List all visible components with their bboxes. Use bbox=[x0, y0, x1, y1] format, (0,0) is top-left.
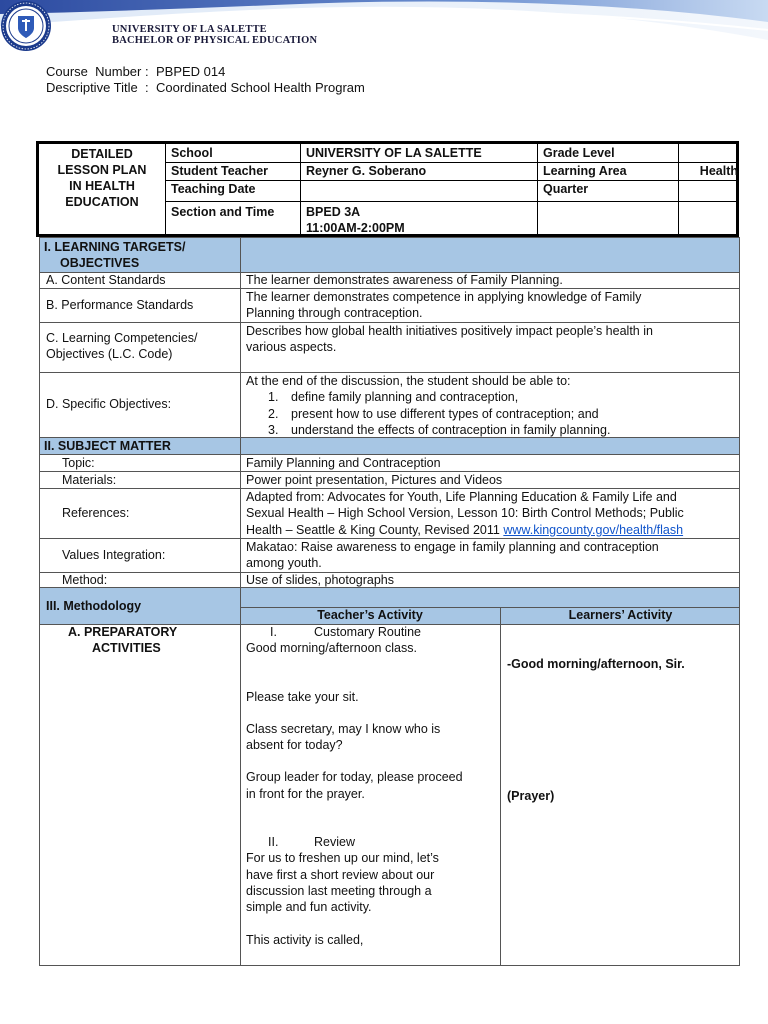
learner-greeting: -Good morning/afternoon, Sir. bbox=[507, 657, 685, 671]
teaching-date-label: Teaching Date bbox=[171, 182, 256, 196]
text-line: Class secretary, may I know who is bbox=[246, 721, 441, 736]
competencies-value bbox=[246, 323, 653, 356]
text-line: Objectives (L.C. Code) bbox=[46, 347, 173, 362]
list-number: 1. bbox=[268, 390, 279, 405]
descriptive-title-row bbox=[46, 80, 365, 96]
references-text: Health – Seattle & King County, Revised 2011 bbox=[246, 522, 504, 537]
competencies-label bbox=[46, 330, 197, 363]
topic-value: Family Planning and Contraception bbox=[246, 456, 441, 470]
text-line: Sexual Health – High School Version, Lesson 10: Birth Control Methods; Public bbox=[246, 506, 684, 521]
descriptive-title-label: Descriptive Title : bbox=[46, 80, 149, 95]
spacer bbox=[246, 753, 496, 769]
materials-value: Power point presentation, Pictures and Videos bbox=[246, 473, 503, 487]
divider bbox=[165, 162, 736, 163]
course-number-value: PBPED 014 bbox=[156, 64, 226, 79]
student-teacher-value: Reyner G. Soberano bbox=[306, 164, 427, 178]
specific-objectives-value bbox=[246, 373, 736, 438]
references-value bbox=[246, 489, 684, 538]
title-line: EDUCATION bbox=[65, 195, 139, 209]
learning-area-label: Learning Area bbox=[543, 164, 627, 178]
text-line: For us to freshen up our mind, let’s bbox=[246, 851, 439, 866]
divider bbox=[165, 180, 736, 181]
student-teacher-label: Student Teacher bbox=[171, 164, 269, 178]
text-line: Good morning/afternoon class. bbox=[246, 641, 417, 656]
learning-area-value: Health bbox=[699, 164, 738, 178]
title-line: LESSON PLAN bbox=[57, 163, 147, 177]
review-title: Review bbox=[314, 835, 355, 850]
list-item bbox=[246, 422, 736, 438]
column-rule bbox=[500, 607, 501, 965]
text-line: A. PREPARATORY bbox=[68, 625, 178, 639]
list-text: understand the effects of contraception in family planning. bbox=[291, 422, 611, 437]
topic-label: Topic: bbox=[62, 456, 95, 470]
spacer bbox=[246, 916, 496, 932]
school-label: School bbox=[171, 146, 213, 160]
text-line: discussion last meeting through a bbox=[246, 883, 432, 898]
targets-heading-line: OBJECTIVES bbox=[60, 256, 140, 271]
methodology-heading: III. Methodology bbox=[46, 599, 142, 613]
school-value: UNIVERSITY OF LA SALETTE bbox=[306, 146, 482, 160]
descriptive-title-value: Coordinated School Health Program bbox=[156, 80, 365, 95]
divider bbox=[165, 201, 736, 202]
text-line bbox=[246, 522, 684, 538]
content-standards-label: A. Content Standards bbox=[46, 273, 166, 287]
text-line: simple and fun activity. bbox=[246, 900, 372, 915]
review-number: II. bbox=[268, 835, 279, 850]
teacher-activity-content bbox=[246, 624, 496, 948]
lesson-plan-body-table bbox=[39, 237, 740, 966]
values-integration-label: Values Integration: bbox=[62, 548, 166, 562]
review-heading bbox=[246, 834, 496, 850]
list-number: 2. bbox=[268, 406, 279, 421]
materials-label: Materials: bbox=[62, 473, 117, 487]
text-line: This activity is called, bbox=[246, 932, 364, 947]
lesson-plan-header-table bbox=[36, 141, 739, 237]
targets-heading-line: I. LEARNING TARGETS/ bbox=[44, 240, 186, 254]
quarter-label: Quarter bbox=[543, 182, 589, 196]
spacer bbox=[246, 802, 496, 834]
performance-standards-value bbox=[246, 289, 641, 322]
grade-level-label: Grade Level bbox=[543, 146, 615, 160]
text-line: Makatao: Raise awareness to engage in family planning and contraception bbox=[246, 540, 659, 554]
list-number: 3. bbox=[268, 422, 279, 437]
text-line: Please take your sit. bbox=[246, 689, 359, 704]
list-text: present how to use different types of contraception; and bbox=[291, 406, 599, 421]
course-number-label: Course Number : bbox=[46, 64, 149, 79]
text-line: absent for today? bbox=[246, 738, 343, 753]
teacher-activity-header: Teacher’s Activity bbox=[317, 608, 423, 622]
program-title: BACHELOR OF PHYSICAL EDUCATION bbox=[112, 34, 318, 46]
text-line: Planning through contraception. bbox=[246, 306, 423, 321]
text-line: Adapted from: Advocates for Youth, Life Planning Education & Family Life and bbox=[246, 490, 677, 504]
list-text: define family planning and contraception, bbox=[291, 390, 519, 405]
routine-title: Customary Routine bbox=[314, 625, 421, 639]
performance-standards-label: B. Performance Standards bbox=[46, 298, 194, 312]
text-line: ACTIVITIES bbox=[92, 641, 161, 656]
university-name bbox=[112, 25, 317, 46]
section-time-label: Section and Time bbox=[171, 205, 275, 219]
section-value: BPED 3A bbox=[306, 205, 361, 219]
spacer bbox=[246, 705, 496, 721]
letterhead-banner bbox=[0, 0, 768, 62]
objectives-list bbox=[246, 389, 736, 438]
university-seal-icon bbox=[0, 0, 52, 52]
spacer bbox=[246, 657, 496, 689]
preparatory-activities-label bbox=[68, 624, 177, 657]
learners-activity-header: Learners’ Activity bbox=[568, 608, 673, 622]
kingcounty-link[interactable]: www.kingcounty.gov/health/flash bbox=[503, 522, 684, 537]
routine-heading bbox=[246, 624, 496, 640]
subject-heading: II. SUBJECT MATTER bbox=[44, 439, 171, 453]
learner-prayer: (Prayer) bbox=[507, 789, 555, 803]
method-value: Use of slides, photographs bbox=[246, 573, 395, 587]
text-line: The learner demonstrates competence in applying knowledge of Family bbox=[246, 290, 642, 304]
lesson-plan-title bbox=[39, 146, 165, 210]
method-label: Method: bbox=[62, 573, 108, 587]
title-line: IN HEALTH bbox=[69, 179, 135, 193]
content-standards-value: The learner demonstrates awareness of Family Planning. bbox=[246, 273, 563, 287]
references-label: References: bbox=[62, 506, 130, 520]
text-line: various aspects. bbox=[246, 340, 337, 355]
text-line: Describes how global health initiatives positively impact people’s health in bbox=[246, 324, 653, 338]
list-item bbox=[246, 406, 736, 422]
divider bbox=[678, 144, 679, 234]
text-line: among youth. bbox=[246, 556, 322, 571]
university-title: UNIVERSITY OF LA SALETTE bbox=[112, 24, 267, 35]
column-rule bbox=[240, 238, 241, 965]
list-item bbox=[246, 389, 736, 405]
time-value: 11:00AM-2:00PM bbox=[306, 221, 405, 235]
text-line: At the end of the discussion, the student should be able to: bbox=[246, 374, 571, 388]
specific-objectives-label: D. Specific Objectives: bbox=[46, 397, 172, 411]
course-info bbox=[46, 64, 365, 96]
text-line: in front for the prayer. bbox=[246, 786, 365, 801]
targets-heading bbox=[44, 239, 185, 272]
values-integration-value bbox=[246, 539, 659, 572]
course-number-row bbox=[46, 64, 365, 80]
routine-number: I. bbox=[270, 625, 277, 639]
text-line: Group leader for today, please proceed bbox=[246, 770, 463, 785]
text-line: C. Learning Competencies/ bbox=[46, 331, 198, 345]
text-line: have first a short review about our bbox=[246, 867, 435, 882]
title-line: DETAILED bbox=[71, 147, 133, 161]
